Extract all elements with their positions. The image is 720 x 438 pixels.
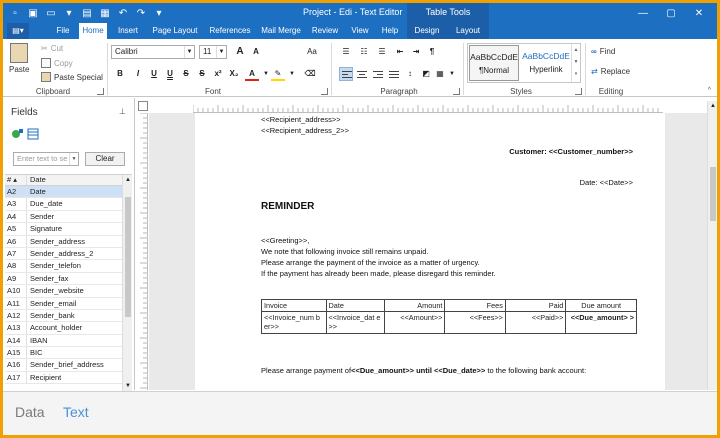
undo-icon[interactable]: ↶ — [118, 7, 128, 19]
style-name: ¶Normal — [478, 66, 510, 75]
group-separator — [585, 43, 586, 95]
change-case-button[interactable]: Aa — [307, 47, 317, 56]
style-hyperlink[interactable] — [521, 45, 571, 81]
tab-help[interactable]: Help — [381, 26, 399, 35]
dropdown-arrow-icon[interactable]: ▾ — [156, 7, 162, 19]
align-right-icon[interactable] — [371, 67, 385, 81]
table-row[interactable] — [5, 347, 132, 359]
closing-text-end: to the following bank account: — [485, 366, 587, 375]
align-left-icon[interactable] — [339, 67, 353, 81]
shading-icon[interactable]: ◩ — [422, 69, 430, 78]
customer-number[interactable]: Customer: <<Customer_number>> — [509, 147, 633, 156]
field-index: A6 — [5, 236, 27, 247]
clipboard-icon[interactable]: ▤ — [82, 7, 92, 19]
paste-button[interactable] — [9, 43, 29, 74]
field-name: Account_holder — [30, 323, 83, 333]
field-name: Sender_bank — [30, 310, 75, 320]
chevron-down-icon: ▼ — [69, 153, 78, 165]
group-separator — [107, 43, 108, 95]
table-header-cell[interactable]: Date — [326, 300, 384, 312]
chevron-down-icon: ▼ — [184, 46, 194, 58]
styles-scroll[interactable]: ▲ ▼ ▾ — [571, 44, 580, 82]
highlight-icon[interactable]: ✎ — [271, 67, 285, 81]
dropdown-arrow-icon[interactable]: ▾ — [66, 7, 72, 19]
table-row[interactable] — [5, 322, 132, 334]
field-index: A8 — [5, 260, 27, 271]
show-formatting-button[interactable]: ¶ — [429, 47, 435, 56]
table-row[interactable] — [5, 310, 132, 322]
body-line-1[interactable]: We note that following invoice still remains unpaid. — [261, 247, 429, 256]
clear-filter-button[interactable]: Clear — [85, 152, 125, 166]
clipboard-group-label: Clipboard — [35, 87, 71, 96]
maximize-icon[interactable]: ▢ — [666, 7, 676, 19]
paragraph-launcher-icon[interactable] — [453, 88, 460, 95]
paste-special-label: Paste Special — [54, 72, 103, 82]
grid-body — [5, 186, 132, 384]
field-index: A3 — [5, 198, 27, 209]
table-row[interactable] — [5, 335, 132, 347]
field-name: Due_date — [30, 199, 63, 209]
title-bar — [3, 3, 717, 23]
minimize-icon[interactable]: — — [638, 7, 648, 19]
editing-group-label: Editing — [598, 87, 624, 96]
table-cell[interactable]: <<Invoice_dat e>> — [326, 312, 384, 334]
table-row[interactable] — [5, 298, 132, 310]
table-row[interactable] — [5, 359, 132, 371]
column-header-index[interactable]: # ▴ — [5, 175, 27, 185]
chevron-down-icon: ▼ — [216, 46, 226, 58]
new-document-icon[interactable]: ▫ — [13, 7, 17, 19]
bold-button[interactable]: B — [117, 69, 123, 78]
field-index: A5 — [5, 223, 27, 234]
copy-label: Copy — [54, 58, 73, 68]
find-label: Find — [599, 47, 616, 56]
line-spacing-icon[interactable]: ↕ — [408, 69, 412, 78]
add-field-icon[interactable] — [11, 128, 23, 140]
table-row[interactable] — [5, 273, 132, 285]
body-line-2[interactable]: Please arrange the payment of the invoice as a matter of urgency. — [261, 258, 480, 267]
redo-icon[interactable]: ↷ — [136, 7, 146, 19]
clipboard-launcher-icon[interactable] — [97, 88, 104, 95]
field-name: Date — [30, 187, 46, 196]
align-center-icon[interactable] — [355, 67, 369, 81]
fields-title: Fields — [11, 107, 38, 118]
field-index: A9 — [5, 273, 27, 284]
style-normal[interactable] — [469, 45, 519, 81]
subscript-button[interactable]: X₂ — [229, 69, 239, 78]
scissors-icon: ✂ — [41, 44, 48, 53]
copy-button[interactable] — [41, 58, 73, 68]
context-group-label: Table Tools — [425, 7, 471, 17]
invoice-table[interactable] — [261, 299, 637, 334]
tab-insert[interactable]: Insert — [117, 26, 138, 35]
decrease-indent-icon[interactable]: ⇤ — [396, 47, 404, 56]
tab-references[interactable]: References — [209, 26, 251, 35]
recipient-address[interactable]: <<Recipient_address>> — [261, 115, 341, 124]
field-name: Sender_website — [30, 286, 84, 296]
horizontal-ruler[interactable] — [193, 103, 663, 113]
italic-button[interactable]: I — [136, 69, 140, 78]
font-name-value: Calibri — [115, 47, 138, 56]
field-index: A16 — [5, 359, 27, 370]
fields-scrollbar[interactable]: ▲ ▼ — [122, 175, 132, 391]
table-cell[interactable]: <<Amount>> — [384, 312, 444, 334]
double-strikethrough-button[interactable]: S — [199, 69, 205, 78]
tab-home[interactable]: Home — [79, 23, 107, 39]
image-icon[interactable]: ▦ — [100, 7, 110, 19]
greeting[interactable]: <<Greeting>>, — [261, 236, 310, 245]
replace-button[interactable] — [591, 67, 630, 76]
field-index: A14 — [5, 335, 27, 346]
table-header-cell[interactable]: Fees — [445, 300, 505, 312]
field-name: BIC — [30, 348, 43, 358]
document-area[interactable] — [149, 113, 707, 390]
table-cell[interactable]: <<Paid>> — [505, 312, 565, 334]
document-date[interactable]: Date: <<Date>> — [579, 178, 633, 187]
table-tools-context — [407, 3, 489, 23]
tab-page-layout[interactable]: Page Layout — [152, 26, 198, 35]
table-header-row — [262, 300, 637, 312]
shrink-font-button[interactable]: A — [253, 47, 259, 56]
style-sample: AaBbCcDdE — [470, 52, 518, 62]
tab-design[interactable]: Design — [407, 23, 447, 39]
field-name: Sender_brief_address — [30, 360, 104, 370]
tab-text[interactable]: Text — [63, 404, 89, 420]
group-separator — [331, 43, 332, 95]
field-index: A7 — [5, 248, 27, 259]
open-folder-icon[interactable]: ▭ — [46, 7, 56, 19]
paste-special-button[interactable] — [41, 72, 103, 82]
closing-line[interactable] — [261, 366, 586, 375]
fields-panel — [3, 98, 135, 390]
style-sample: AaBbCcDdE — [522, 51, 570, 61]
field-name: Sender_fax — [30, 273, 69, 283]
paste-label: Paste — [9, 65, 30, 74]
field-name: Sender_address_2 — [30, 248, 94, 258]
style-name: Hyperlink — [529, 65, 563, 74]
chevron-down-icon[interactable]: ▼ — [289, 71, 295, 77]
styles-gallery — [467, 43, 581, 83]
tab-view[interactable]: View — [351, 26, 369, 35]
font-launcher-icon[interactable] — [321, 88, 328, 95]
bottom-tab-bar — [3, 391, 717, 435]
underline-button[interactable]: U — [151, 69, 157, 78]
ruler-toggle[interactable] — [138, 101, 148, 111]
group-separator — [463, 43, 464, 95]
superscript-button[interactable]: x² — [214, 69, 222, 78]
tab-layout[interactable]: Layout — [447, 23, 489, 39]
table-header-cell[interactable]: Invoice — [262, 300, 327, 312]
clear-formatting-icon[interactable]: ⌫ — [304, 69, 316, 78]
find-button[interactable] — [591, 47, 615, 56]
multilevel-list-icon[interactable]: ☰ — [378, 47, 386, 56]
save-icon[interactable]: ▣ — [28, 7, 38, 19]
paste-special-icon — [41, 72, 51, 82]
field-name: Sender_telefon — [30, 261, 81, 271]
replace-icon: ⇄ — [591, 67, 598, 76]
binoculars-icon: ∞ — [591, 47, 597, 56]
table-row[interactable] — [5, 285, 132, 297]
fields-grid — [5, 174, 132, 390]
bullets-icon[interactable]: ☰ — [342, 47, 350, 56]
styles-group-label: Styles — [510, 87, 532, 96]
table-row[interactable] — [5, 248, 132, 260]
column-label: # — [7, 175, 12, 184]
borders-icon[interactable]: ▦ — [436, 69, 444, 78]
document-scrollbar[interactable]: ▲ — [707, 101, 717, 390]
numbering-icon[interactable]: ☷ — [360, 47, 368, 56]
table-row[interactable] — [5, 236, 132, 248]
ribbon — [3, 39, 717, 97]
closing-text: Please arrange payment of — [261, 366, 352, 375]
font-group-label: Font — [204, 87, 221, 96]
window-title: Project - Edi - Text Editor — [303, 7, 403, 17]
justify-icon[interactable] — [387, 67, 401, 81]
table-header-cell[interactable]: Paid — [505, 300, 565, 312]
table-row[interactable] — [5, 223, 132, 235]
tab-file[interactable]: File — [56, 26, 70, 35]
field-index: A2 — [5, 186, 27, 197]
field-name: Sender_address — [30, 236, 86, 246]
field-name: Recipient — [30, 372, 62, 382]
table-row — [262, 312, 637, 334]
grid-header — [5, 175, 132, 186]
field-index: A4 — [5, 211, 27, 222]
font-color-button[interactable]: A — [245, 67, 259, 81]
field-index: A13 — [5, 322, 27, 333]
table-row[interactable] — [5, 186, 132, 198]
field-index: A10 — [5, 285, 27, 296]
window-controls — [629, 5, 713, 21]
table-row[interactable] — [5, 372, 132, 384]
pin-icon[interactable]: ⊥ — [119, 107, 126, 116]
quick-access-toolbar — [7, 5, 167, 21]
cut-button[interactable] — [41, 44, 63, 53]
table-cell[interactable]: <<Invoice_num ber>> — [262, 312, 327, 334]
field-name: Sender_email — [30, 298, 77, 308]
field-index: A11 — [5, 298, 27, 309]
table-cell[interactable]: <<Due_amount> > — [566, 312, 637, 334]
field-name: Signature — [30, 224, 63, 234]
field-index: A17 — [5, 372, 27, 383]
vertical-ruler[interactable] — [138, 113, 148, 390]
paste-icon — [10, 43, 28, 63]
paragraph-group-label: Paragraph — [380, 87, 418, 96]
closing-merge-fields: <<Due_amount>> until <<Due_date>> — [351, 366, 486, 375]
font-name-combo[interactable] — [111, 45, 195, 59]
double-underline-button[interactable]: U — [167, 69, 173, 78]
tab-review[interactable]: Review — [311, 26, 339, 35]
recipient-address-2[interactable]: <<Recipient_address_2>> — [261, 126, 349, 135]
close-icon[interactable]: ✕ — [694, 7, 704, 19]
app-window — [3, 3, 717, 435]
table-row[interactable] — [5, 211, 132, 223]
font-size-combo[interactable] — [199, 45, 227, 59]
table-header-cell[interactable]: Amount — [384, 300, 444, 312]
table-icon[interactable] — [27, 128, 39, 140]
document-page[interactable] — [195, 113, 665, 390]
tab-mail-merge[interactable]: Mail Merge — [261, 26, 301, 35]
field-filter-input[interactable] — [13, 152, 79, 166]
scrollbar-thumb[interactable] — [125, 197, 131, 317]
column-header-name[interactable]: Date — [30, 175, 46, 184]
table-header-cell[interactable]: Due amount — [566, 300, 637, 312]
grow-font-button[interactable]: A — [236, 46, 244, 57]
scrollbar-thumb[interactable] — [710, 167, 716, 221]
ribbon-tabs — [3, 23, 717, 39]
field-index: A15 — [5, 347, 27, 358]
table-row[interactable] — [5, 198, 132, 210]
body-line-3[interactable]: If the payment has already been made, please disregard this reminder. — [261, 269, 496, 278]
app-menu-icon[interactable]: ▤▾ — [7, 23, 29, 39]
field-name: Sender — [30, 211, 55, 221]
tab-data[interactable]: Data — [15, 404, 45, 420]
chevron-down-icon[interactable]: ▼ — [263, 71, 269, 77]
replace-label: Replace — [600, 67, 631, 76]
collapse-ribbon-icon[interactable]: ^ — [707, 87, 711, 94]
field-name: IBAN — [30, 335, 48, 345]
cut-label: Cut — [50, 44, 64, 53]
table-cell[interactable]: <<Fees>> — [445, 312, 505, 334]
copy-icon — [41, 58, 51, 68]
chevron-down-icon[interactable]: ▼ — [449, 71, 455, 77]
table-row[interactable] — [5, 260, 132, 272]
increase-indent-icon[interactable]: ⇥ — [412, 47, 420, 56]
strikethrough-button[interactable]: S — [183, 69, 189, 78]
font-size-value: 11 — [203, 47, 212, 56]
filter-placeholder: Enter text to se — [17, 154, 68, 163]
document-heading[interactable]: REMINDER — [261, 201, 315, 212]
styles-launcher-icon[interactable] — [575, 88, 582, 95]
field-index: A12 — [5, 310, 27, 321]
